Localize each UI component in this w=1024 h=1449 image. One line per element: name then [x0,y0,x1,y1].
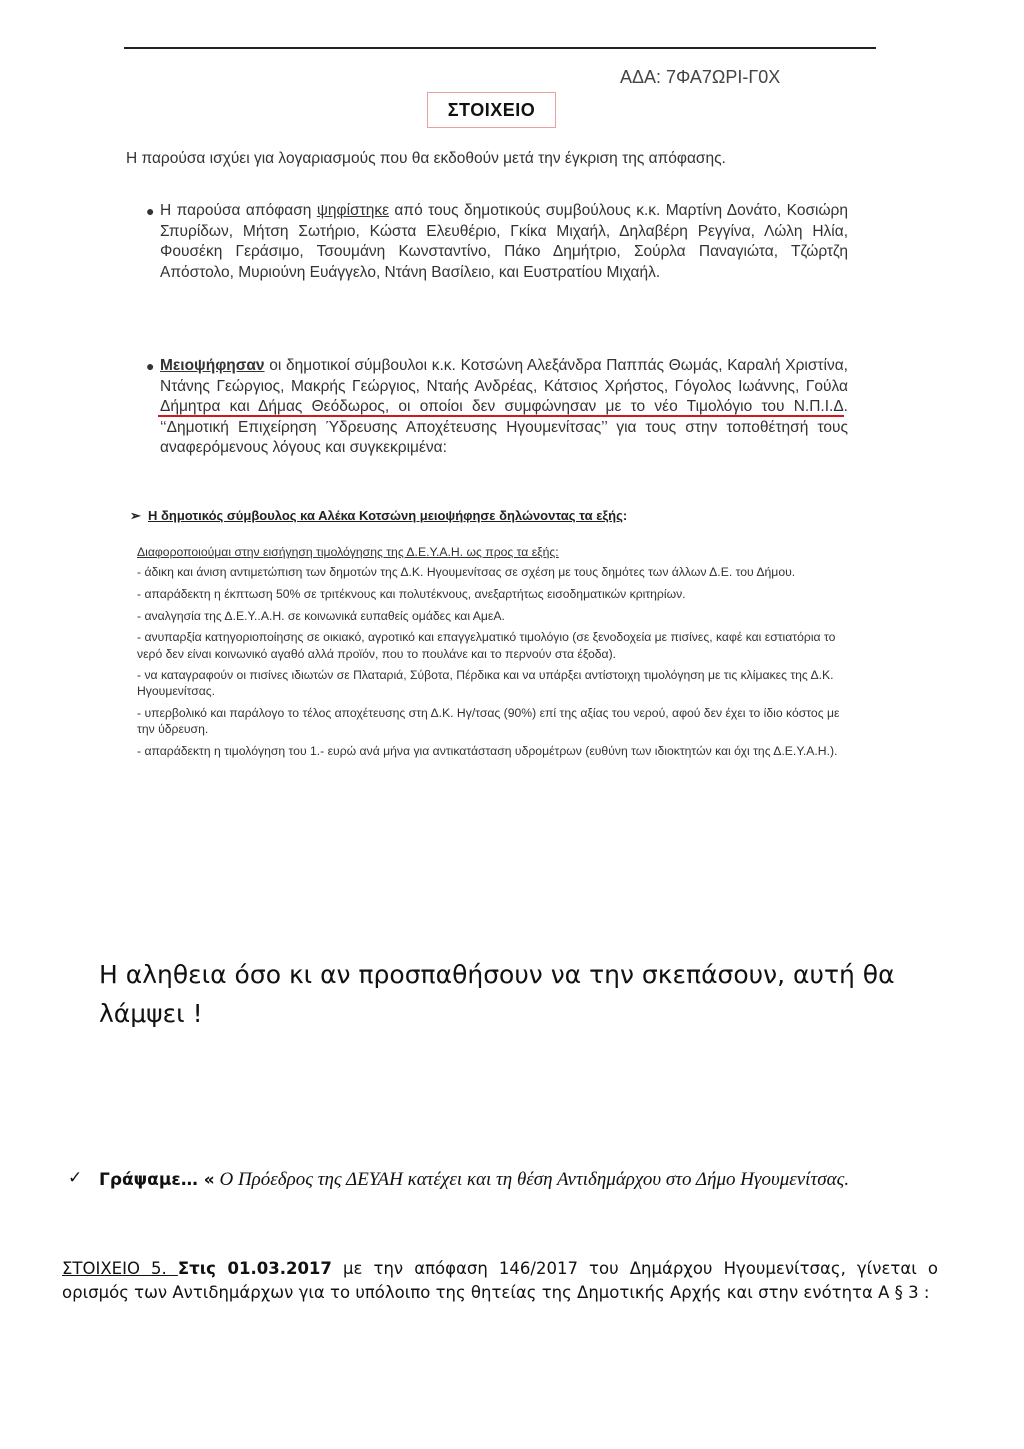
voted-against-paragraph [146,356,848,459]
stoixeio5-date: Στις 01.03.2017 [177,1259,332,1278]
kotsoni-heading-text: Η δημοτικός σύμβουλος κα Αλέκα Κοτσώνη μειοψήφησε δηλώνοντας τα εξής [148,508,623,523]
bullet-icon: ● [146,358,155,374]
voted-for-paragraph [146,201,848,283]
objection-item: - να καταγραφούν οι πισίνες ιδιωτών σε Πλαταριά, Σύβοτα, Πέρδικα και να υπάρξει αντίστοιχη τιμολόγηση με τις κλίμακες της Δ.Κ. Ηγουμενίτσας. [137,668,834,699]
ada-code: ΑΔΑ: 7ΦΑ7ΩΡΙ-Γ0Χ [620,67,781,87]
voted-against-keyword: Μειοψήφησαν [160,357,265,374]
intro-text: Η παρούσα ισχύει για λογαριασμούς που θα εκδοθούν μετά την έγκριση της απόφασης. [126,150,726,167]
stoixeio5-paragraph [62,1257,938,1305]
truth-quote: Η αληθεια όσο κι αν προσπαθήσουν να την σκεπάσουν, αυτή θα λάμψει ! [99,960,895,1028]
objection-item: - αναλγησία της Δ.Ε.Υ..Α.Η. σε κοινωνικά ευπαθείς ομάδες και ΑμεΑ. [137,608,505,623]
stoixeio-box: ΣΤΟΙΧΕΙΟ [427,92,556,128]
objection-item: - απαράδεκτη η έκπτωση 50% σε τριτέκνους και πολυτέκνους, ανεξαρτήτως εισοδηματικών κριτηρίων. [137,586,686,601]
grapsame-paragraph [99,1167,859,1193]
voted-against-text: οι δημοτικοί σύμβουλοι κ.κ. Κοτσώνη Αλεξάνδρα Παππάς Θωμάς, Καραλή Χριστίνα, Ντάνης Γεώργιος, Μακρής Γεώργιος, Νταής Ανδρέας, Κάτσιος Χρήστος, Γόγολος Ιωάννης, Γούλα Δήμητρα και Δήμας Θεόδωρος, οι οποίοι δεν συμφώνησαν με το νέο Τιμολόγιο του Ν.Π.Ι.Δ. ‘‘Δημοτική Επιχείρηση Ύδρευσης Αποχέτευσης Ηγουμενίτσας’’ για τους στην τοποθέτησή τους αναφερόμενους λόγους και συγκεκριμένα: [160,357,848,456]
top-rule [124,47,876,49]
stoixeio5-lead: ΣΤΟΙΧΕΙΟ 5. [62,1259,178,1278]
kotsoni-heading [130,508,627,524]
bullet-icon: ● [146,203,155,219]
objection-item: - υπερβολικό και παράλογο το τέλος αποχέτευσης στη Δ.Κ. Ηγ/τσας (90%) επί της αξίας του νερού, αφού δεν έχει το ίδιο κόστος με την ύδρευση. [137,706,840,737]
grapsame-label: Γράψαμε… « [99,1170,215,1190]
voted-for-prefix: Η παρούσα απόφαση [160,202,317,219]
objection-item: - απαράδεκτη η τιμολόγηση του 1.- ευρώ ανά μήνα για αντικατάσταση υδρομέτρων (ευθύνη των ιδιοκτητών και όχι της Δ.Ε.Υ.Α.Η.). [137,744,838,759]
grapsame-text: Ο Πρόεδρος της ΔΕΥΑΗ κατέχει και τη θέση Αντιδημάρχου στο Δήμο Ηγουμενίτσας. [214,1169,850,1190]
objection-item: - ανυπαρξία κατηγοριοποίησης σε οικιακό, αγροτικό και επαγγελματικό τιμολόγιο (σε ξενοδοχεία με πισίνες, καφέ και εστιατόρια το νερό δεν είναι κοινωνικό αγαθό αλλά προϊόν, που το πουλάνε και το περνούν στα έξοδα). [137,630,836,661]
kotsoni-heading-colon: : [622,508,628,523]
objection-item: - άδικη και άνιση αντιμετώπιση των δημοτών της Δ.Κ. Ηγουμενίτσας σε σχέση με τους δημότες των άλλων Δ.Ε. του Δήμου. [137,565,796,580]
checkmark-icon: ✓ [68,1168,83,1187]
voted-for-text: από τους δημοτικούς συμβούλους κ.κ. Μαρτίνη Δονάτο, Κοσιώρη Σπυρίδων, Μήτση Σωτήριο, Κώστα Ελευθέριο, Γκίκα Μιχαήλ, Δηλαβέρη Ρεγγίνα, Λώλη Ηλία, Φουσέκη Γεράσιμο, Τσουμάνη Κωνσταντίνο, Πάκο Δημήτριο, Σούρλα Παναγιώτα, Τζώρτζη Απόστολο, Μυριούνη Ευάγγελο, Ντάνη Βασίλειο, και Ευστρατίου Μιχαήλ. [160,202,848,281]
objection-lead: Διαφοροποιούμαι στην εισήγηση τιμολόγησης της Δ.Ε.Υ.Α.Η. ως προς τα εξής: [137,545,559,559]
voted-for-keyword: ψηφίστηκε [316,202,389,219]
red-underline [158,415,844,417]
stoixeio5-text: με την απόφαση 146/2017 του Δημάρχου Ηγουμενίτσας, γίνεται ο ορισμός των Αντιδημάρχων για το υπόλοιπο της θητείας της Δημοτικής Αρχής και στην ενότητα Α § 3 : [62,1259,938,1302]
arrow-bullet-icon: ➢ [130,508,141,523]
objection-list [137,544,849,765]
